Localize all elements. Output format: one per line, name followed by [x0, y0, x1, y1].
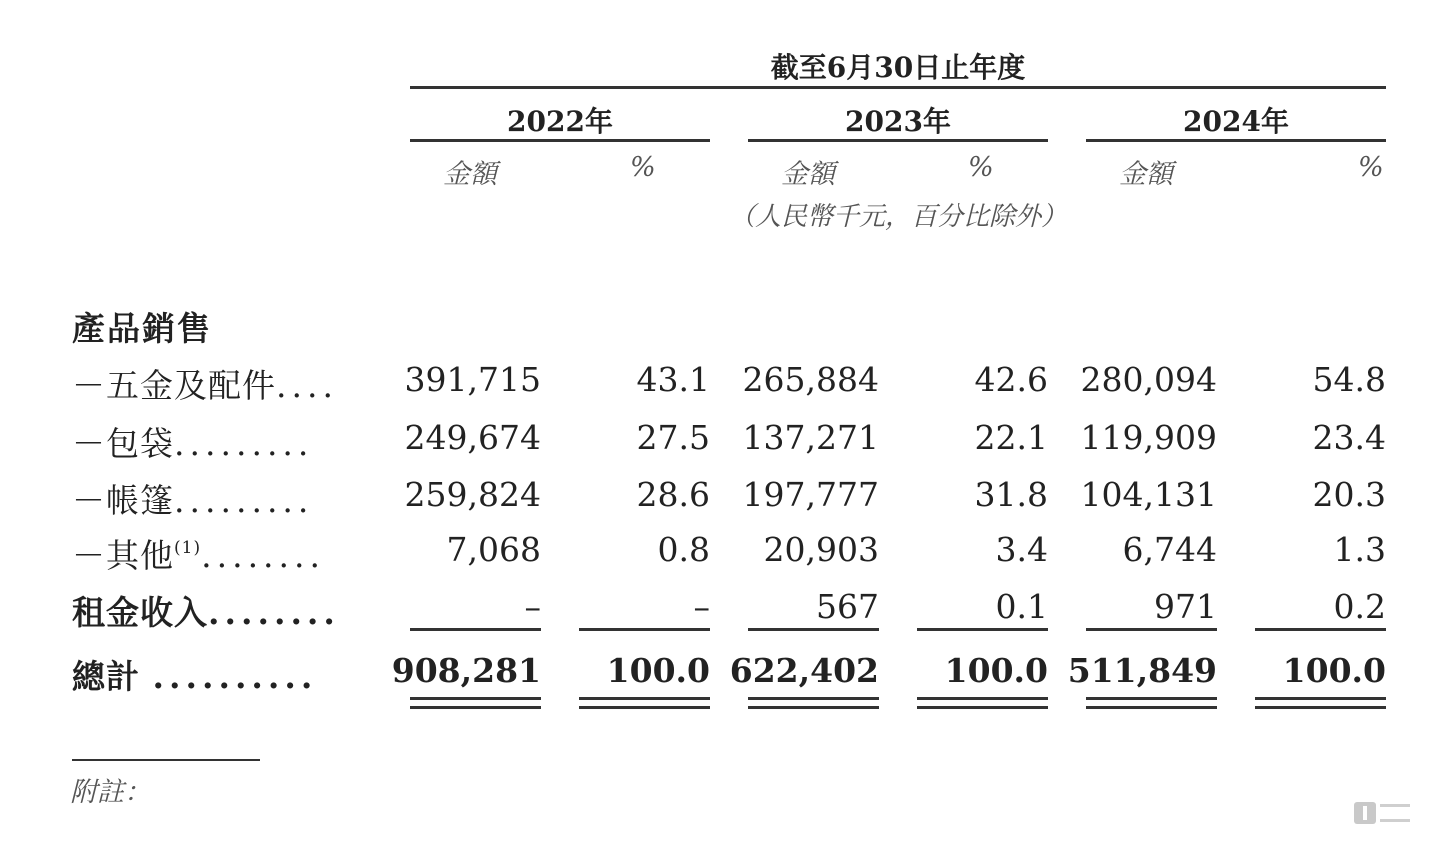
- cell-2024-percent: 0.2: [1333, 587, 1386, 626]
- amount-header-2024: 金額: [1119, 159, 1173, 190]
- subtotal-rule-2022-amount: [410, 628, 541, 631]
- cell-2023-amount: 20,903: [763, 530, 879, 569]
- total-2022-amount: 908,281: [391, 651, 541, 690]
- cell-2022-amount: 259,824: [404, 475, 541, 514]
- percent-header-2024: %: [1358, 152, 1384, 183]
- year-header-2023: 2023年: [845, 105, 951, 138]
- footnote-label: 附註：: [70, 777, 151, 808]
- row-label: －帳篷.........: [72, 481, 314, 520]
- cell-2022-percent: 28.6: [636, 475, 710, 514]
- cell-2024-amount: 119,909: [1080, 418, 1217, 457]
- cell-2022-percent: 0.8: [657, 530, 710, 569]
- amount-header-2023: 金額: [781, 159, 835, 190]
- cell-2022-percent: 43.1: [636, 360, 710, 399]
- cell-2023-percent: 0.1: [995, 587, 1048, 626]
- year-underline-2023: [748, 139, 1048, 142]
- cell-2023-percent: 22.1: [974, 418, 1048, 457]
- cell-2022-amount: 249,674: [404, 418, 541, 457]
- cell-2024-percent: 54.8: [1312, 360, 1386, 399]
- total-2023-amount: 622,402: [729, 651, 879, 690]
- cell-2024-amount: 104,131: [1080, 475, 1217, 514]
- row-label: －五金及配件....: [72, 366, 338, 405]
- cell-2023-amount: 567: [816, 587, 879, 626]
- total-double-rule-2023-percent: [917, 697, 1048, 709]
- cell-2023-percent: 42.6: [974, 360, 1048, 399]
- amount-header-2022: 金額: [443, 159, 497, 190]
- year-underline-2022: [410, 139, 710, 142]
- total-double-rule-2022-percent: [579, 697, 710, 709]
- row-label: 租金收入........: [72, 593, 340, 632]
- footnote-separator: [72, 759, 260, 761]
- subtotal-rule-2023-percent: [917, 628, 1048, 631]
- row-label: －其他$^{(1)}$........: [72, 536, 326, 575]
- cell-2024-percent: 23.4: [1312, 418, 1386, 457]
- total-double-rule-2024-amount: [1086, 697, 1217, 709]
- cell-2024-amount: 280,094: [1080, 360, 1217, 399]
- cell-2022-amount: –: [524, 587, 541, 626]
- cell-2023-amount: 265,884: [742, 360, 879, 399]
- total-2023-percent: 100.0: [944, 651, 1048, 690]
- total-double-rule-2022-amount: [410, 697, 541, 709]
- row-label: －包袋.........: [72, 424, 314, 463]
- cell-2024-amount: 6,744: [1122, 530, 1217, 569]
- cell-2023-amount: 137,271: [742, 418, 879, 457]
- cell-2024-percent: 1.3: [1333, 530, 1386, 569]
- subtotal-rule-2024-amount: [1086, 628, 1217, 631]
- cell-2022-amount: 7,068: [446, 530, 541, 569]
- cell-2024-amount: 971: [1154, 587, 1217, 626]
- percent-header-2023: %: [968, 152, 994, 183]
- period-header: 截至6月30日止年度: [770, 51, 1026, 84]
- total-double-rule-2024-percent: [1255, 697, 1386, 709]
- total-2024-amount: 511,849: [1067, 651, 1217, 690]
- subtotal-rule-2024-percent: [1255, 628, 1386, 631]
- cell-2023-percent: 3.4: [995, 530, 1048, 569]
- total-double-rule-2023-amount: [748, 697, 879, 709]
- unit-note: （人民幣千元，百分比除外）: [728, 202, 1067, 232]
- brand-logo-icon: [1354, 800, 1410, 826]
- section-title-product-sales: 產品銷售: [72, 309, 212, 348]
- cell-2022-percent: 27.5: [636, 418, 710, 457]
- cell-2024-percent: 20.3: [1312, 475, 1386, 514]
- percent-header-2022: %: [630, 152, 656, 183]
- period-underline: [410, 86, 1386, 89]
- year-underline-2024: [1086, 139, 1386, 142]
- cell-2022-amount: 391,715: [404, 360, 541, 399]
- year-header-2024: 2024年: [1183, 105, 1289, 138]
- total-label: 總計 ..........: [72, 657, 318, 696]
- year-header-2022: 2022年: [507, 105, 613, 138]
- total-2022-percent: 100.0: [606, 651, 710, 690]
- subtotal-rule-2022-percent: [579, 628, 710, 631]
- total-2024-percent: 100.0: [1282, 651, 1386, 690]
- subtotal-rule-2023-amount: [748, 628, 879, 631]
- cell-2023-percent: 31.8: [974, 475, 1048, 514]
- cell-2022-percent: –: [693, 587, 710, 626]
- cell-2023-amount: 197,777: [742, 475, 879, 514]
